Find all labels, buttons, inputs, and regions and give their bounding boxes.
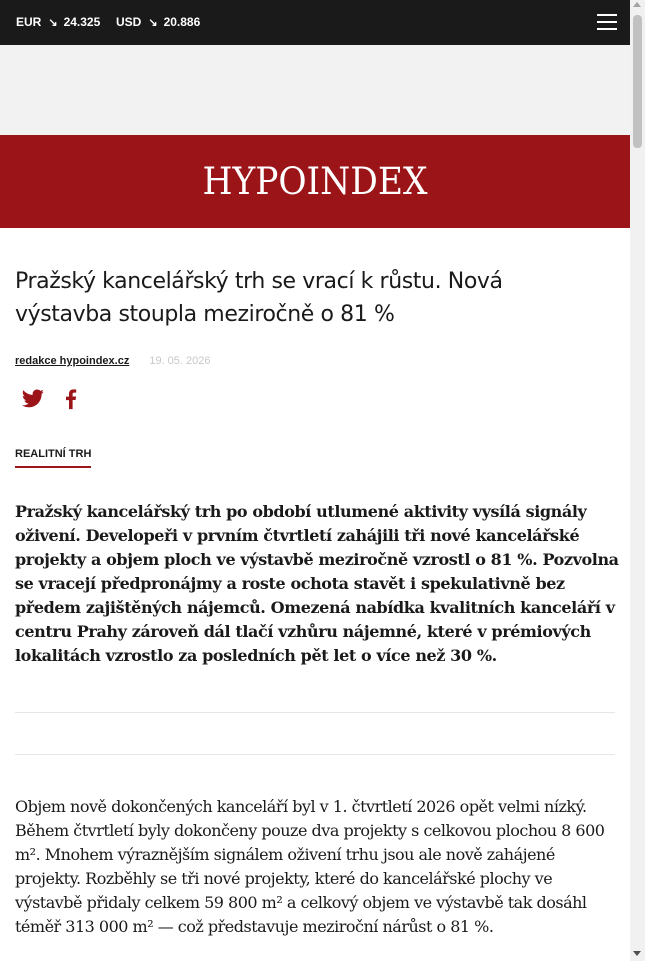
usd-rate [116, 15, 200, 29]
article-lead: Pražský kancelářský trh po období utlumené aktivity vysílá signály oživení. Developeři v prvním čtvrtletí zahájili tři nové kancelářské projekty a objem ploch ve výstavbě meziročně vzrostl o 81 %. Pozvolna se vracejí předpronájmy a roste ochota stavět i spekulativně bez předem zajištěných nájemců. Omezená nabídka kvalitních kanceláří v centru Prahy zároveň dál tlačí vzhůru nájemné, které v prémiových lokalitách vzrostlo za posledních pět let o více než 30 %. [15, 502, 619, 665]
brand-header [0, 135, 630, 228]
usd-rate-value: 20.886 [163, 15, 201, 29]
social-share [21, 387, 97, 411]
twitter-icon[interactable] [21, 387, 45, 411]
ad-space [0, 45, 630, 135]
scrollbar[interactable] [630, 0, 645, 961]
menu-line [597, 21, 617, 23]
arrow-down-right-icon: ↘ [48, 16, 58, 29]
publish-date: 19. 05. 2026 [149, 355, 211, 367]
category-tag[interactable]: REALITNÍ TRH [15, 448, 91, 468]
hamburger-menu-icon[interactable] [597, 14, 617, 31]
top-bar [0, 0, 630, 45]
author-link[interactable]: redakce hypoindex.cz [15, 355, 130, 367]
menu-line [597, 28, 617, 30]
scroll-up-icon[interactable] [633, 2, 641, 7]
usd-currency-label: USD [116, 15, 142, 29]
article-title: Pražský kancelářský trh se vrací k růstu. Nová výstavba stoupla meziročně o 81 % [15, 269, 503, 327]
menu-line [597, 14, 617, 16]
divider [15, 712, 615, 713]
eur-rate-value: 24.325 [63, 15, 101, 29]
scrollbar-thumb[interactable] [633, 15, 642, 148]
eur-rate [16, 15, 100, 29]
facebook-icon[interactable] [59, 387, 83, 411]
scroll-down-icon[interactable] [633, 951, 641, 956]
site-logo[interactable]: HYPOINDEX [202, 160, 428, 203]
arrow-down-right-icon: ↘ [148, 16, 158, 29]
article-body-paragraph: Objem nově dokončených kanceláří byl v 1. čtvrtletí 2026 opět velmi nízký. Během čtvrtletí byly dokončeny pouze dva projekty s celkovou plochou 8 600 m². Mnohem výraznějším signálem oživení trhu jsou ale nově zahájené projekty. Rozběhly se tři nové projekty, které do kancelářské plochy ve výstavbě přidaly celkem 59 800 m² a celkový objem ve výstavbě tak dosáhl téměř 313 000 m² — což představuje meziroční nárůst o 81 %. [15, 797, 605, 936]
divider [15, 754, 615, 755]
article-meta [15, 355, 211, 367]
eur-currency-label: EUR [16, 15, 42, 29]
